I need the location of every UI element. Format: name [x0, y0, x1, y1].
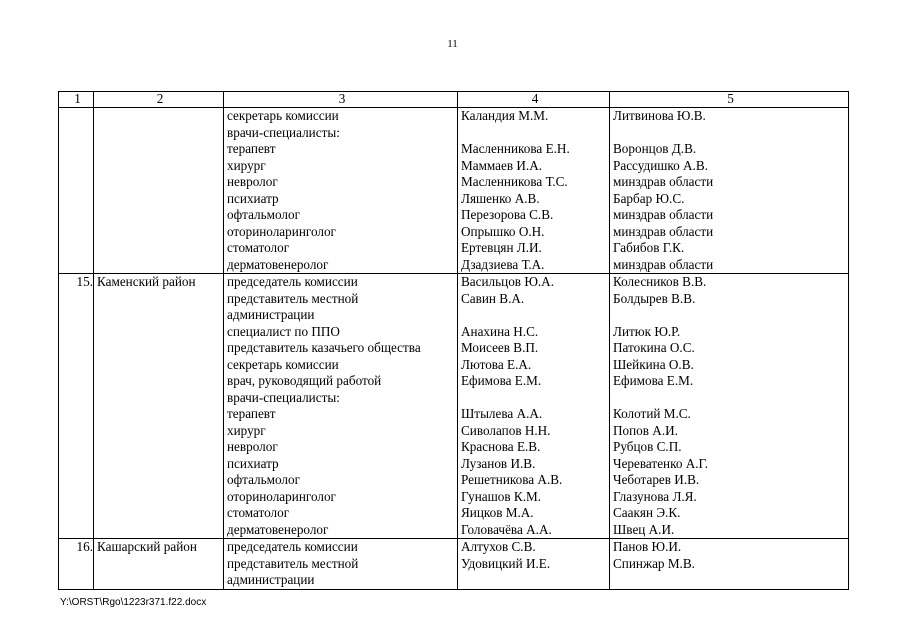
role-text: офтальмолог — [227, 207, 300, 222]
district-name: Каменский район — [94, 274, 224, 539]
role-text: председатель комиссии — [227, 274, 358, 289]
member-column-cell — [458, 108, 610, 274]
reserve-member-text: Колесников В.В. — [613, 274, 707, 289]
reserve-member-text: Габибов Г.К. — [613, 240, 685, 255]
page-number: 11 — [447, 38, 458, 50]
reserve-member-text — [613, 572, 848, 589]
role-text: дерматовенеролог — [227, 521, 329, 537]
reserve-member-text: Чеботарев И.В. — [613, 472, 700, 487]
reserve-member-text: Патокина О.С. — [613, 340, 695, 355]
reserve-member-text: Шейкина О.В. — [613, 356, 694, 372]
reserve-member-text: Саакян Э.К. — [613, 505, 681, 520]
header-col-4: 4 — [458, 92, 610, 108]
role-text: стоматолог — [227, 505, 290, 520]
row-number — [59, 108, 94, 274]
role-text: врач, руководящий работой — [227, 373, 382, 388]
role-text: стоматолог — [227, 240, 290, 255]
member-column-cell — [458, 539, 610, 590]
role-text: администрации — [227, 572, 315, 587]
role-text: терапевт — [227, 406, 276, 421]
member-text — [461, 307, 609, 324]
member-text: Лузанов И.В. — [461, 455, 536, 471]
reserve-member-text: Попов А.И. — [613, 422, 678, 438]
table-row — [59, 108, 849, 274]
role-text: представитель местной — [227, 290, 359, 306]
role-text: секретарь комиссии — [227, 356, 339, 372]
role-text: специалист по ППО — [227, 323, 340, 339]
table-body — [59, 108, 849, 590]
reserve-member-text: Рассудишко А.В. — [613, 157, 708, 173]
header-col-2: 2 — [94, 92, 224, 108]
reserve-member-text: Глазунова Л.Я. — [613, 488, 697, 504]
reserve-member-text: Череватенко А.Г. — [613, 455, 708, 471]
member-text: Ляшенко А.В. — [461, 190, 540, 206]
role-text: оториноларинголог — [227, 223, 336, 239]
reserve-member-text: Литвинова Ю.В. — [613, 108, 706, 123]
member-column-cell — [458, 274, 610, 539]
reserve-member-column-cell — [610, 274, 849, 539]
member-text: Ертевцян Л.И. — [461, 240, 542, 255]
role-text: невролог — [227, 439, 278, 454]
reserve-member-text: Литюк Ю.Р. — [613, 323, 681, 339]
member-text — [461, 125, 609, 142]
reserve-member-column-cell — [610, 539, 849, 590]
member-text: Моисеев В.П. — [461, 340, 539, 355]
reserve-member-text: Воронцов Д.В. — [613, 141, 697, 156]
member-text: Каландия М.М. — [461, 108, 549, 123]
member-text: Савин В.А. — [461, 290, 525, 306]
district-name — [94, 108, 224, 274]
role-text: невролог — [227, 174, 278, 189]
header-col-3: 3 — [224, 92, 458, 108]
member-text: Маммаев И.А. — [461, 157, 543, 173]
role-text: администрации — [227, 307, 315, 322]
member-text: Перезорова С.В. — [461, 207, 554, 222]
reserve-member-text: Колотий М.С. — [613, 406, 691, 421]
role-text: хирург — [227, 422, 266, 438]
role-column-cell — [224, 539, 458, 590]
row-number: 15. — [59, 274, 94, 539]
member-text: Головачёва А.А. — [461, 521, 552, 537]
member-text: Сиволапов Н.Н. — [461, 422, 551, 438]
member-text: Дзадзиева Т.А. — [461, 256, 545, 272]
reserve-member-text: Панов Ю.И. — [613, 539, 682, 554]
role-text: врачи-специалисты: — [227, 124, 340, 140]
reserve-member-column-cell — [610, 108, 849, 274]
member-text — [461, 572, 609, 589]
member-text: Ефимова Е.М. — [461, 373, 542, 388]
table-row — [59, 274, 849, 539]
member-text: Васильцов Ю.А. — [461, 274, 555, 289]
header-col-1: 1 — [59, 92, 94, 108]
role-text: представитель казачьего общества — [227, 340, 421, 355]
role-text: дерматовенеролог — [227, 256, 329, 272]
row-number: 16. — [59, 539, 94, 590]
role-text: представитель местной — [227, 555, 359, 571]
reserve-member-text — [613, 125, 848, 142]
member-text: Масленникова Е.Н. — [461, 141, 570, 156]
reserve-member-text: Рубцов С.П. — [613, 439, 682, 454]
role-column-cell — [224, 108, 458, 274]
role-text: психиатр — [227, 455, 279, 471]
role-text: председатель комиссии — [227, 539, 358, 554]
role-text: оториноларинголог — [227, 488, 336, 504]
member-text: Масленникова Т.С. — [461, 174, 568, 189]
member-text: Решетникова А.В. — [461, 472, 563, 487]
commission-table — [58, 91, 849, 590]
role-text: психиатр — [227, 190, 279, 206]
table-header-row — [59, 92, 849, 108]
member-text: Анахина Н.С. — [461, 323, 539, 339]
reserve-member-text: минздрав области — [613, 223, 714, 239]
role-text: офтальмолог — [227, 472, 300, 487]
member-text: Краснова Е.В. — [461, 439, 541, 454]
role-text: врачи-специалисты: — [227, 389, 340, 405]
reserve-member-text: Болдырев В.В. — [613, 290, 696, 306]
reserve-member-text: Швец А.И. — [613, 521, 675, 537]
member-text: Штылева А.А. — [461, 406, 543, 421]
reserve-member-text: Барбар Ю.С. — [613, 190, 685, 206]
header-col-5: 5 — [610, 92, 849, 108]
reserve-member-text: минздрав области — [613, 174, 714, 189]
reserve-member-text — [613, 307, 848, 324]
member-text — [461, 390, 609, 407]
reserve-member-text — [613, 390, 848, 407]
reserve-member-text: минздрав области — [613, 207, 714, 222]
role-text: хирург — [227, 157, 266, 173]
role-column-cell — [224, 274, 458, 539]
member-text: Яицков М.А. — [461, 505, 534, 520]
member-text: Опрышко О.Н. — [461, 223, 545, 239]
member-text: Лютова Е.А. — [461, 356, 532, 372]
reserve-member-text: минздрав области — [613, 256, 714, 272]
reserve-member-text: Спинжар М.В. — [613, 555, 695, 571]
role-text: терапевт — [227, 141, 276, 156]
member-text: Гунашов К.М. — [461, 488, 542, 504]
member-text: Удовицкий И.Е. — [461, 555, 551, 571]
file-path-footer: Y:\ORST\Rgo\1223r371.f22.docx — [60, 597, 207, 608]
role-text: секретарь комиссии — [227, 108, 339, 123]
member-text: Алтухов С.В. — [461, 539, 536, 554]
district-name: Кашарский район — [94, 539, 224, 590]
reserve-member-text: Ефимова Е.М. — [613, 373, 694, 388]
table-row — [59, 539, 849, 590]
